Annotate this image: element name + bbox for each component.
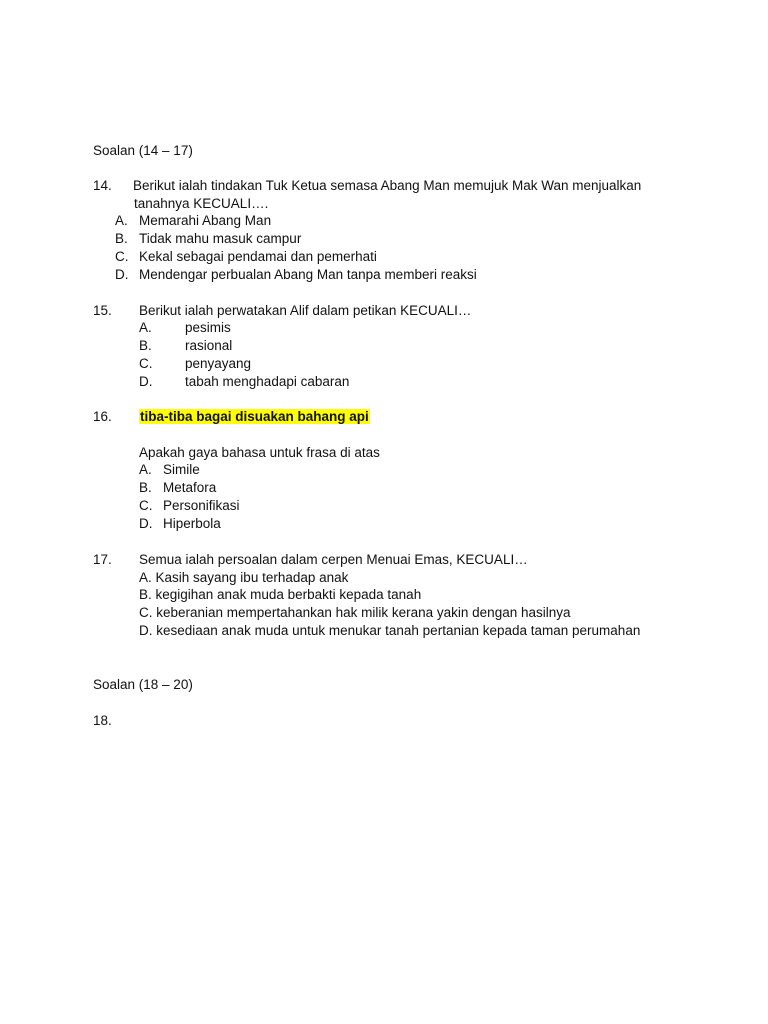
- option-text: C. keberanian mempertahankan hak milik kerana yakin dengan hasilnya: [139, 605, 571, 620]
- option-text: B. kegigihan anak muda berbakti kepada tanah: [139, 587, 422, 602]
- option-letter: A.: [115, 213, 128, 228]
- question-text: Berikut ialah tindakan Tuk Ketua semasa Abang Man memujuk Mak Wan menjualkan: [133, 178, 642, 193]
- question-text: Berikut ialah perwatakan Alif dalam petikan KECUALI…: [139, 303, 472, 318]
- question-text-continued: tanahnya KECUALI….: [134, 196, 269, 211]
- section-heading: Soalan (18 – 20): [93, 677, 193, 692]
- option-text: Simile: [163, 462, 200, 477]
- option-letter: C.: [139, 498, 153, 513]
- question-text: Apakah gaya bahasa untuk frasa di atas: [139, 445, 380, 460]
- question-number: 16.: [93, 409, 112, 424]
- option-letter: C.: [115, 249, 129, 264]
- option-letter: B.: [139, 480, 152, 495]
- option-text: rasional: [185, 338, 233, 353]
- option-text: penyayang: [185, 356, 252, 371]
- option-text: D. kesediaan anak muda untuk menukar tanah pertanian kepada taman perumahan: [139, 623, 641, 638]
- option-letter: B.: [115, 231, 128, 246]
- section-heading: Soalan (14 – 17): [93, 143, 193, 158]
- option-letter: D.: [139, 516, 153, 531]
- option-letter: A.: [139, 320, 152, 335]
- highlighted-phrase: tiba-tiba bagai disuakan bahang api: [140, 409, 369, 424]
- question-number: 17.: [93, 552, 112, 567]
- option-text: Mendengar perbualan Abang Man tanpa memberi reaksi: [139, 267, 477, 282]
- option-text: Hiperbola: [163, 516, 221, 531]
- option-text: Personifikasi: [163, 498, 240, 513]
- option-text: tabah menghadapi cabaran: [185, 374, 350, 389]
- option-text: pesimis: [185, 320, 231, 335]
- option-text: A. Kasih sayang ibu terhadap anak: [139, 570, 349, 585]
- question-number: 15.: [93, 303, 112, 318]
- option-letter: A.: [139, 462, 152, 477]
- option-letter: C.: [139, 356, 153, 371]
- option-letter: B.: [139, 338, 152, 353]
- option-letter: D.: [139, 374, 153, 389]
- option-text: Kekal sebagai pendamai dan pemerhati: [139, 249, 377, 264]
- option-letter: D.: [115, 267, 129, 282]
- option-text: Metafora: [163, 480, 217, 495]
- question-number: 18.: [93, 713, 112, 728]
- option-text: Memarahi Abang Man: [139, 213, 272, 228]
- option-text: Tidak mahu masuk campur: [139, 231, 302, 246]
- question-number: 14.: [93, 178, 112, 193]
- question-text: Semua ialah persoalan dalam cerpen Menuai Emas, KECUALI…: [139, 552, 528, 567]
- highlighted-phrase-wrapper: [139, 409, 370, 425]
